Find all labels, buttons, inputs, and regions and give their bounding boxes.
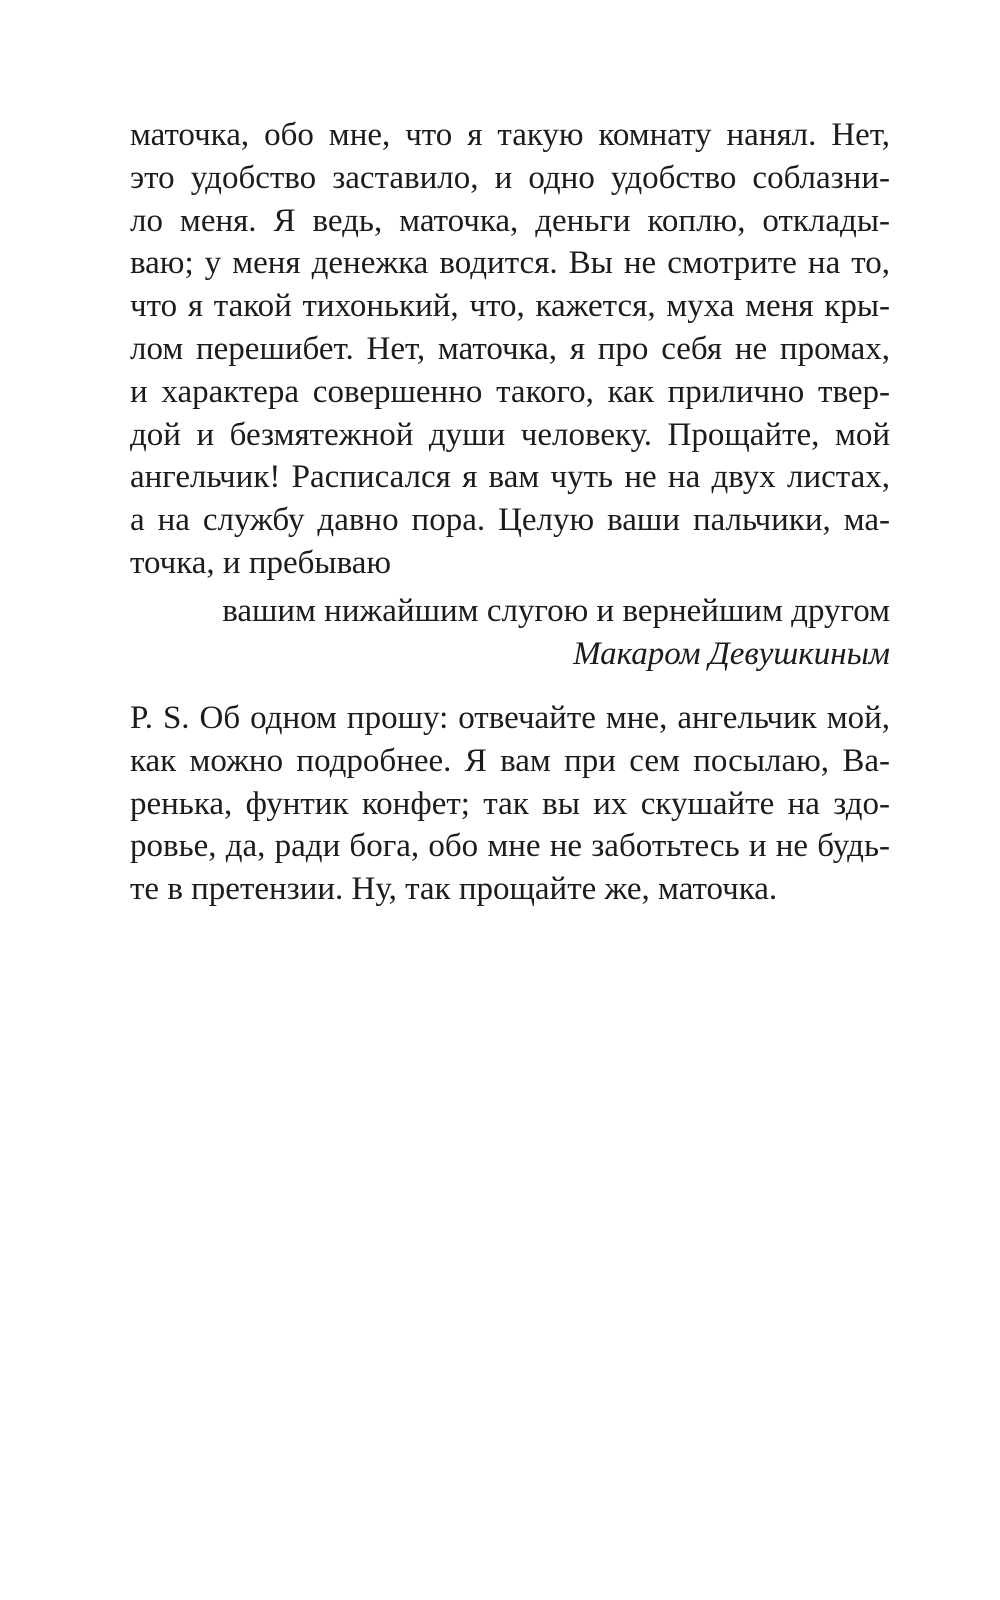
body-line: это удобство заставило, и одно удобство соблазни- xyxy=(130,159,890,196)
postscript-line: P. S. Об одном прошу: отвечайте мне, ангельчик мой, xyxy=(130,700,890,736)
body-line: а на службу давно пора. Целую ваши пальчики, ма- xyxy=(130,502,890,539)
body-line: ло меня. Я ведь, маточка, деньги коплю, отклады- xyxy=(130,202,890,239)
postscript-line: ренька, фунтик конфет; так вы их скушайте на здо- xyxy=(130,785,890,822)
letter-signature: Макаром Девушкиным xyxy=(573,636,890,672)
letter-body xyxy=(130,114,890,585)
letter-closing: вашим нижайшим слугою и вернейшим другом xyxy=(222,593,890,629)
body-line: маточка, обо мне, что я такую комнату нанял. Нет, xyxy=(130,117,890,153)
body-line: ангельчик! Расписался я вам чуть не на двух листах, xyxy=(130,459,890,496)
postscript-line: ровье, да, ради бога, обо мне не заботьтесь и не будь- xyxy=(130,828,890,865)
body-line: ваю; у меня денежка водится. Вы не смотрите на то, xyxy=(130,245,890,282)
postscript-line: те в претензии. Ну, так прощайте же, маточка. xyxy=(130,871,778,908)
body-line: лом перешибет. Нет, маточка, я про себя не промах, xyxy=(130,330,890,367)
postscript-line: как можно подробнее. Я вам при сем посылаю, Ва- xyxy=(130,742,890,779)
body-line: что я такой тихонький, что, кажется, муха меня кры- xyxy=(130,288,890,325)
postscript xyxy=(130,697,890,911)
body-line: дой и безмятежной души человеку. Прощайте, мой xyxy=(130,416,890,453)
body-line: точка, и пребываю xyxy=(130,544,392,581)
body-line: и характера совершенно такого, как прилично твер- xyxy=(130,373,890,410)
